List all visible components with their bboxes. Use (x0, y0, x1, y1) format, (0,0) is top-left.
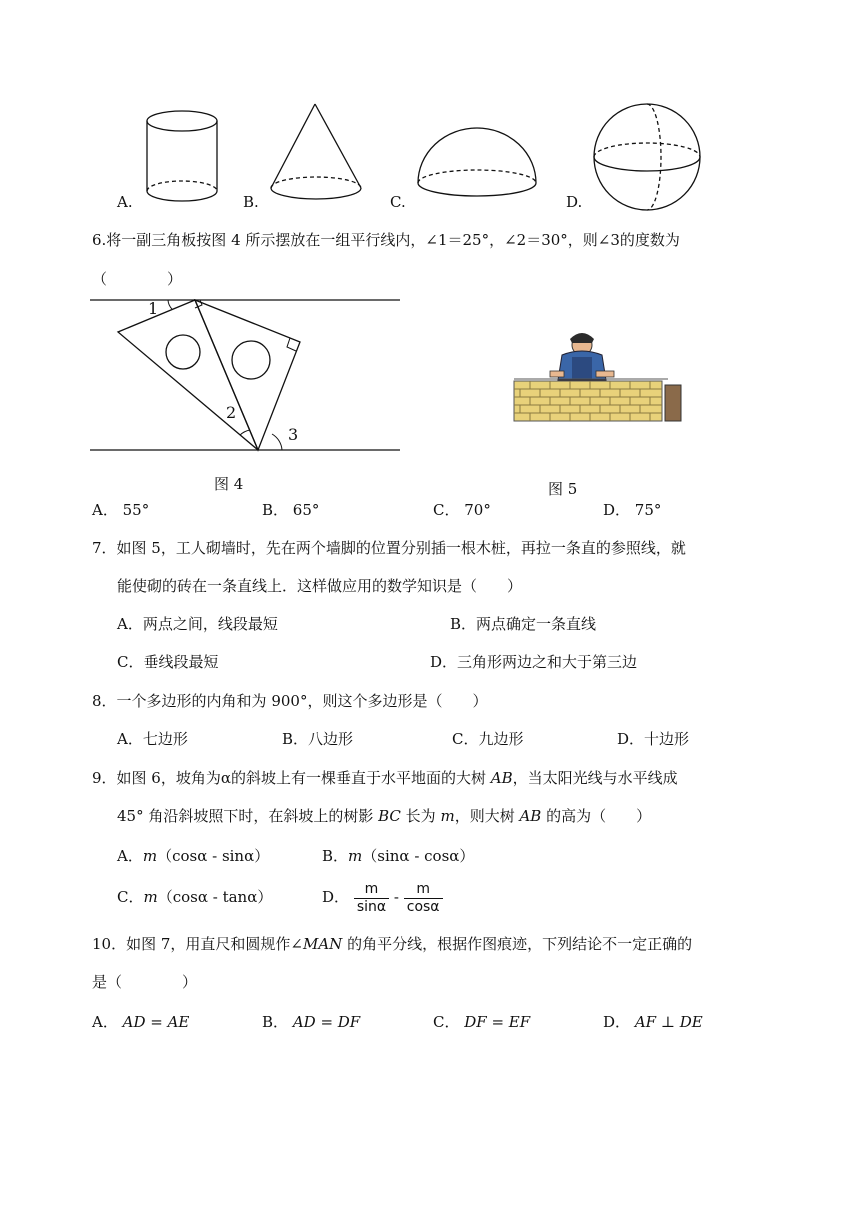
fraction-m-over-sin: $\frac{m}{\sin\alpha}$ (354, 881, 389, 916)
q6-option-d: D． 75° (603, 501, 662, 519)
angle-label-3: 3 (288, 425, 299, 444)
q9-line1: 9．如图 6，坡角为α的斜坡上有一棵垂直于水平地面的大树 AB，当太阳光线与水平线成 (92, 769, 678, 787)
q7-option-b: B．两点确定一条直线 (450, 615, 597, 633)
shape-option-b: B. (243, 193, 259, 211)
angle-label-1: 1 (148, 299, 159, 318)
q10-option-c: C． DF = EF (433, 1013, 531, 1031)
cylinder-figure (140, 105, 225, 205)
q7-option-c: C．垂线段最短 (117, 653, 219, 671)
figure-5-caption: 图 5 (548, 480, 578, 498)
sphere-figure (590, 100, 705, 215)
figure-4-triangles (90, 290, 405, 460)
q8-option-d: D．十边形 (617, 730, 690, 748)
q10-option-d: D． AF ⊥ DE (603, 1013, 703, 1031)
q10-line2: 是（ ） (92, 973, 198, 991)
q10-line1: 10．如图 7，用直尺和圆规作∠MAN 的角平分线，根据作图痕迹，下列结论不一定正确的 (92, 935, 693, 953)
q8-option-c: C．九边形 (452, 730, 524, 748)
q9-option-c: C．m（cosα - tanα） (117, 888, 273, 906)
figure-4-caption: 图 4 (214, 475, 244, 493)
q9-option-d: D． $\frac{m}{\sin\alpha}$ - $\frac{m}{\cos\alpha}$ (322, 878, 443, 916)
q6-paren: （ ） (92, 270, 183, 288)
q9-option-b: B．m（sinα - cosα） (322, 847, 475, 865)
hemisphere-figure (415, 125, 540, 205)
shape-option-d: D. (566, 193, 583, 211)
q10-option-b: B． AD = DF (262, 1013, 361, 1031)
cone-figure (265, 100, 375, 210)
fraction-m-over-cos: $\frac{m}{\cos\alpha}$ (404, 881, 443, 916)
q7-line2: 能使砌的砖在一条直线上．这样做应用的数学知识是（ ） (117, 577, 523, 595)
q8-text: 8．一个多边形的内角和为 900°，则这个多边形是（ ） (92, 692, 488, 710)
q6-text: 6.将一副三角板按图 4 所示摆放在一组平行线内，∠1＝25°，∠2＝30°，则∠3的度数为 (92, 231, 680, 249)
q7-option-a: A．两点之间，线段最短 (117, 615, 278, 633)
q10-option-a: A． AD = AE (92, 1013, 190, 1031)
q6-option-b: B． 65° (262, 501, 320, 519)
q6-option-c: C． 70° (433, 501, 491, 519)
shape-option-a: A. (117, 193, 133, 211)
q6-option-a: A． 55° (92, 501, 150, 519)
angle-label-2: 2 (226, 403, 237, 422)
q7-option-d: D．三角形两边之和大于第三边 (430, 653, 638, 671)
q9-option-a: A．m（cosα - sinα） (117, 847, 270, 865)
q9-line2: 45° 角沿斜坡照下时，在斜坡上的树影 BC 长为 m，则大树 AB 的高为（ ） (117, 807, 652, 825)
q8-option-a: A．七边形 (117, 730, 188, 748)
figure-5-brick-wall (510, 325, 685, 425)
shape-option-c: C. (390, 193, 406, 211)
q8-option-b: B．八边形 (282, 730, 354, 748)
q7-line1: 7．如图 5，工人砌墙时，先在两个墙脚的位置分别插一根木桩，再拉一条直的参照线，就 (92, 539, 686, 557)
